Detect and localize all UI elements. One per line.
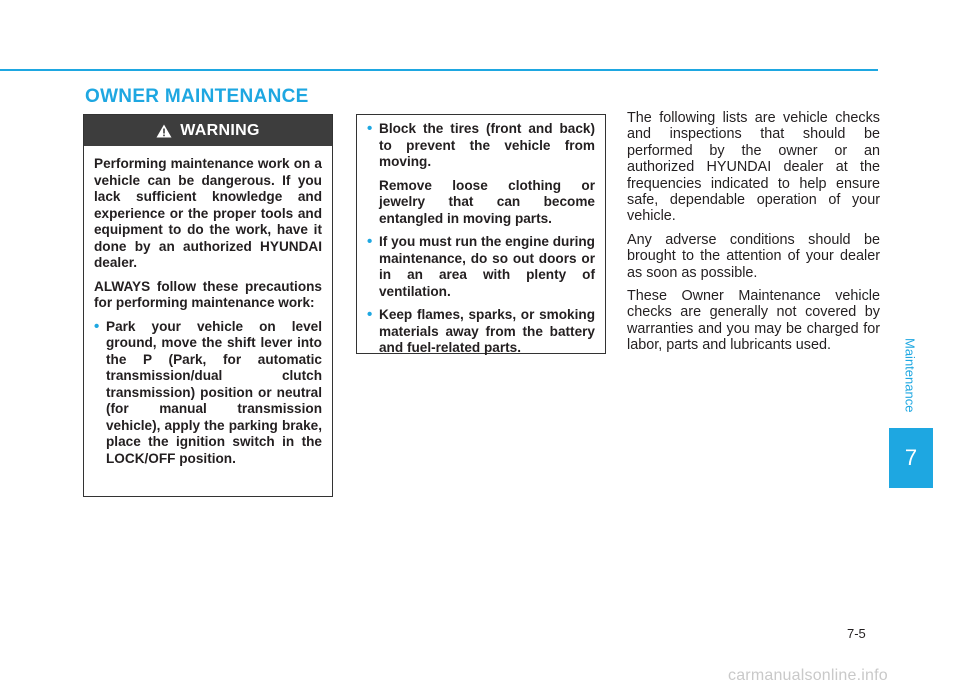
warning-sub-paragraph: Remove loose clothing or jewelry that can become entangled in moving parts. [379,177,595,226]
warning-header-label: WARNING [180,121,260,139]
top-rule [0,69,878,71]
bullet-dot-icon: • [367,120,373,137]
warning-triangle-icon [156,124,172,138]
bullet-dot-icon: • [367,233,373,250]
warning-bullet-text: Block the tires (front and back) to prevent the vehicle from moving. [379,121,595,169]
warning-bullet [367,307,595,357]
warning-paragraph: Performing maintenance work on a vehicle can be dangerous. If you lack sufficient knowledge and experience or the proper tools and equipment to do the work, have it done by an authorized HYUNDAI dealer. [94,156,322,270]
warning-continued-box [356,114,606,354]
warning-bullet [94,319,322,468]
page-number: 7-5 [847,626,866,641]
body-paragraph: These Owner Maintenance vehicle checks are generally not covered by warranties and you may be charged for labor, parts and lubricants used. [627,288,880,354]
body-paragraph: Any adverse conditions should be brought to the attention of your dealer as soon as possible. [627,231,880,281]
warning-header [84,115,332,146]
watermark: carmanualsonline.info [728,667,888,684]
section-title: OWNER MAINTENANCE [85,86,309,107]
warning-paragraph: ALWAYS follow these precautions for performing maintenance work: [94,278,322,310]
chapter-side-label: Maintenance [902,338,918,413]
bullet-dot-icon: • [367,306,373,323]
warning-box [83,114,333,497]
chapter-tab: 7 [889,428,933,488]
bullet-dot-icon: • [94,317,100,335]
body-paragraph: The following lists are vehicle checks and inspections that should be performed by the owner or an authorized HYUNDAI dealer at the frequencies indicated to help ensure safe, dependable operation of your vehicle. [627,110,880,225]
warning-bullet-text: Keep flames, sparks, or smoking materials away from the battery and fuel-related parts. [379,307,595,355]
warning-bullet-text: Park your vehicle on level ground, move the shift lever into the P (Park, for automatic transmission/dual clutch transmission) position or neutral (for manual transmission vehicle), apply the parking brake, place the ignition switch in the LOCK/OFF position. [106,318,322,466]
body-column [627,110,880,361]
warning-bullet [367,121,595,171]
warning-bullet [367,234,595,300]
warning-bullet-text: If you must run the engine during maintenance, do so out doors or in an area with plenty of ventilation. [379,234,595,299]
